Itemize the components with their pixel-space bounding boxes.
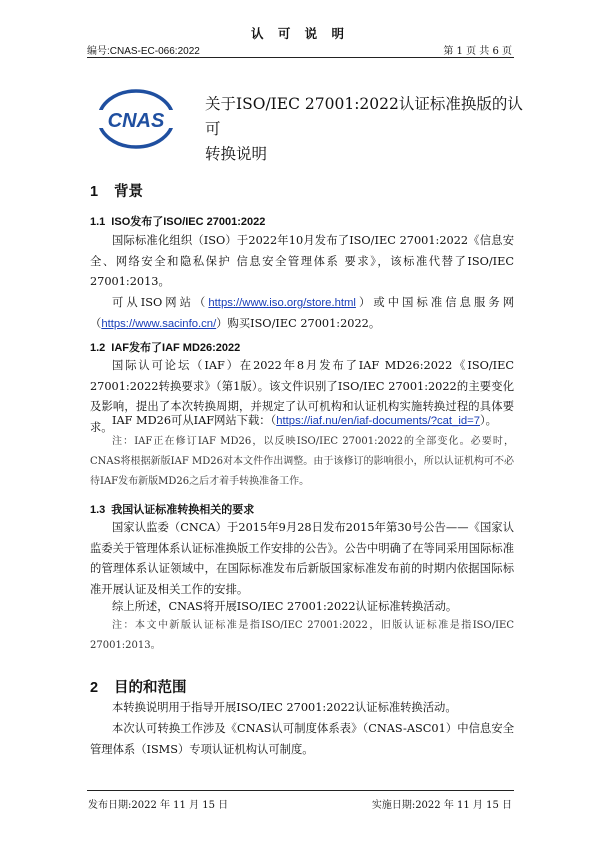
section-1-2-title: IAF发布了IAF MD26:2022 <box>111 342 241 354</box>
effective-date: 实施日期:2022 年 11 月 15 日 <box>371 800 512 811</box>
section-1-1-para1: 国际标准化组织（ISO）于2022年10月发布了ISO/IEC 27001:2022《信息安全、网络安全和隐私保护 信息安全管理体系 要求》，该标准代替了ISO/IEC 27001:2013。 <box>90 234 514 288</box>
section-1-2-note: 注：IAF正在修订IAF MD26，以反映ISO/IEC 27001:2022的全部变化。必要时，CNAS将根据新版IAF MD26对本文件作出调整。由于该修订的影响很小，所以认证机构可不必待IAF发布新版MD26之后才着手转换准备工作。 <box>90 436 514 487</box>
section-1-2-para1: 国际认可论坛（IAF）在2022年8月发布了IAF MD26:2022《ISO/IEC 27001:2022转换要求》（第1版）。该文件识别了ISO/IEC 27001:2022的主要变化及影响，提出了本次转换周期，并规定了认可机构和认证机构实施转换过程的具体要求。 <box>90 359 514 434</box>
cnas-logo-icon <box>96 88 176 150</box>
footer-rule <box>87 790 514 791</box>
document-title-line2: 转换说明 <box>205 145 268 163</box>
section-1-3-note: 注：本文中新版认证标准是指ISO/IEC 27001:2022，旧版认证标准是指ISO/IEC 27001:2013。 <box>90 620 514 651</box>
issue-date: 发布日期:2022 年 11 月 15 日 <box>88 800 229 811</box>
para2-middle: ）或中国标准信息服务网（ <box>90 296 514 330</box>
para2-prefix: 可从ISO网站（ <box>112 296 209 309</box>
iaf-documents-link[interactable]: https://iaf.nu/en/iaf-documents/?cat_id=7 <box>276 415 481 427</box>
document-title-line1: 关于ISO/IEC 27001:2022认证标准换版的认可 <box>205 95 523 138</box>
section-2-title: 目的和范围 <box>114 679 187 696</box>
section-1-1-number: 1.1 <box>90 216 106 228</box>
doc-number: 编号:CNAS-EC-066:2022 <box>87 46 200 57</box>
header-rule <box>87 57 514 58</box>
sacinfo-link[interactable]: https://www.sacinfo.cn/ <box>101 317 217 330</box>
section-1-1-para2 <box>90 293 514 334</box>
para2-suffix: ）购买ISO/IEC 27001:2022。 <box>216 316 381 330</box>
section-1-3-number: 1.3 <box>90 504 106 516</box>
section-1-heading <box>90 180 143 201</box>
document-title <box>205 92 535 167</box>
section-1-3-para2: 综上所述，CNAS将开展ISO/IEC 27001:2022认证标准转换活动。 <box>112 600 458 613</box>
section-2-para2: 本次认可转换工作涉及《CNAS认可制度体系表》（CNAS-ASC01）中信息安全管理体系（ISMS）专项认证机构认可制度。 <box>90 722 514 756</box>
section-1-1-heading <box>90 213 265 229</box>
cnas-logo <box>96 88 176 150</box>
section-2-number: 2 <box>90 680 99 696</box>
section-1-2-heading <box>90 339 240 355</box>
iaf-download-suffix: ）。 <box>480 414 497 427</box>
section-1-1-title: ISO发布了ISO/IEC 27001:2022 <box>111 216 266 228</box>
iso-store-link[interactable]: https://www.iso.org/store.html <box>208 297 356 309</box>
section-1-2-para2 <box>90 411 514 432</box>
header-title: 认 可 说 明 <box>250 26 350 41</box>
section-1-number: 1 <box>90 184 99 200</box>
section-1-2-number: 1.2 <box>90 342 106 354</box>
section-1-title: 背景 <box>114 183 143 200</box>
page-info: 第 1 页 共 6 页 <box>443 46 512 57</box>
logo-text: CNAS <box>107 110 165 132</box>
section-2-para1: 本转换说明用于指导开展ISO/IEC 27001:2022认证标准转换活动。 <box>112 701 457 714</box>
section-1-3-title: 我国认证标准转换相关的要求 <box>111 504 255 516</box>
iaf-download-prefix: IAF MD26可从IAF网站下载：（ <box>112 414 277 427</box>
section-1-3-para1: 国家认监委（CNCA）于2015年9月28日发布2015年第30号公告——《国家认监委关于管理体系认证标准换版工作安排的公告》。公告中明确了在等同采用国际标准的管理体系认证领域中，在国际标准发布后新版国家标准发布前的时期内依据国际标准开展认证及相关工作的安排。 <box>90 521 514 596</box>
section-1-3-heading <box>90 501 254 517</box>
section-2-heading <box>90 676 187 697</box>
